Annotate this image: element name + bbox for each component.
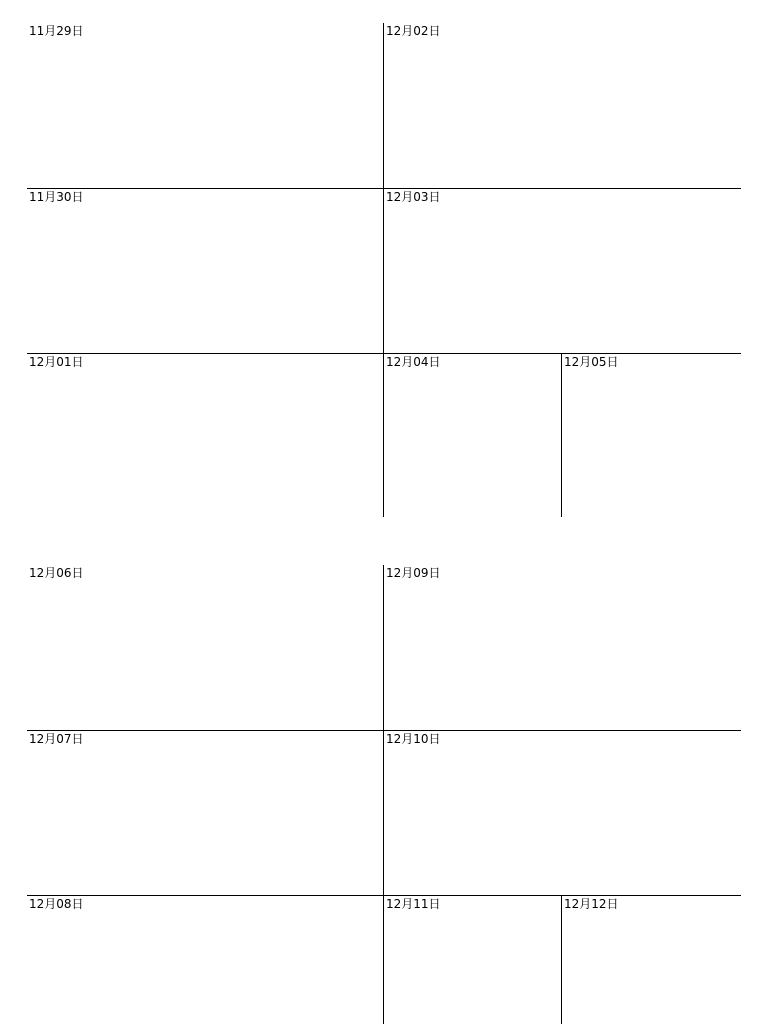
day-label: 12月10日 [386, 732, 441, 746]
day-label: 12月02日 [386, 24, 441, 38]
day-label: 12月08日 [29, 897, 84, 911]
day-cell [383, 188, 741, 353]
day-label: 12月07日 [29, 732, 84, 746]
day-cell [27, 353, 383, 517]
day-label: 12月05日 [564, 355, 619, 369]
day-cell [27, 188, 383, 353]
day-cell [27, 565, 383, 730]
day-label: 12月09日 [386, 566, 441, 580]
day-label: 11月30日 [29, 190, 84, 204]
day-label: 12月03日 [386, 190, 441, 204]
day-label: 12月04日 [386, 355, 441, 369]
week-block-1 [27, 23, 741, 517]
day-cell [383, 565, 741, 730]
day-cell [27, 730, 383, 895]
day-label: 12月11日 [386, 897, 441, 911]
day-label: 12月06日 [29, 566, 84, 580]
day-label: 12月01日 [29, 355, 84, 369]
day-cell [27, 895, 383, 1024]
day-cell [383, 895, 561, 1024]
day-cell [383, 23, 741, 188]
day-cell [383, 353, 561, 517]
day-label: 11月29日 [29, 24, 84, 38]
week-block-2 [27, 565, 741, 1024]
day-label: 12月12日 [564, 897, 619, 911]
day-cell [561, 353, 741, 517]
day-cell [383, 730, 741, 895]
day-cell [561, 895, 741, 1024]
day-cell [27, 23, 383, 188]
